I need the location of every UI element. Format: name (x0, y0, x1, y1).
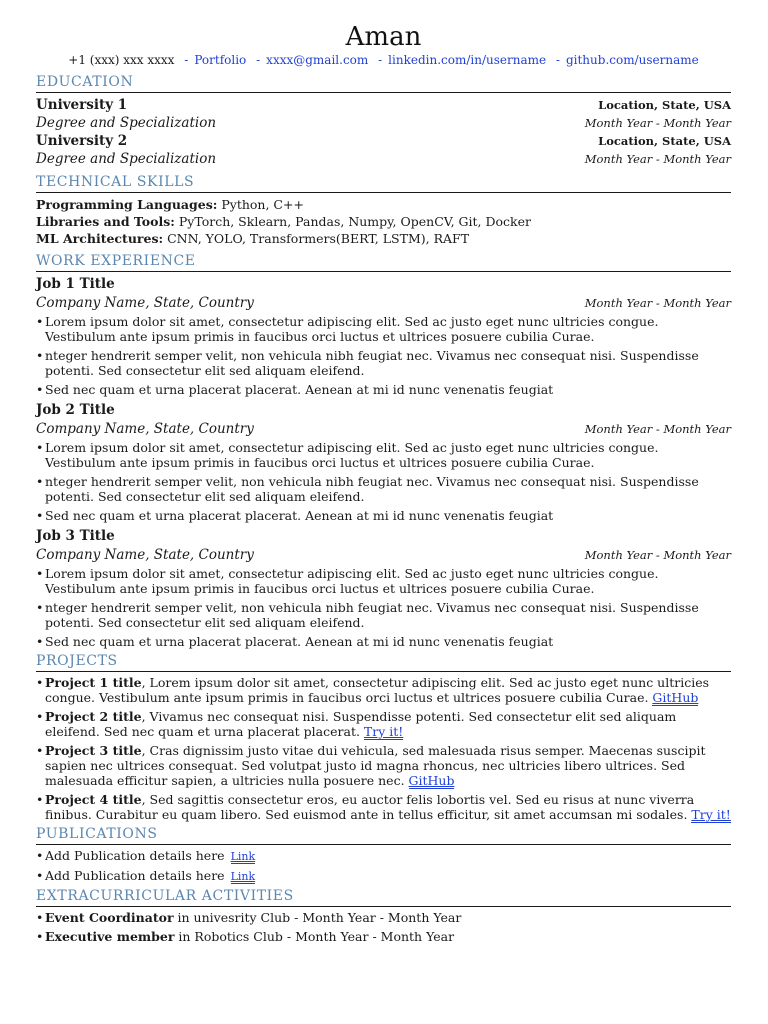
project-link[interactable]: GitHub (408, 773, 455, 788)
job-title: Job 1 Title (36, 276, 115, 292)
skill-value: CNN, YOLO, Transformers(BERT, LSTM), RAFT (163, 231, 470, 246)
section-title-work: WORK EXPERIENCE (36, 253, 731, 272)
skill-value: PyTorch, Sklearn, Pandas, Numpy, OpenCV, Git, Docker (174, 214, 532, 229)
institution-name: University 2 (36, 133, 128, 149)
section-title-publications: PUBLICATIONS (36, 826, 731, 845)
contact-separator: - (256, 53, 261, 67)
list-item: • Lorem ipsum dolor sit amet, consectetur adipiscing elit. Sed ac justo eget nunc ultricies congue. Vestibulum ante ipsum primis in faucibus orci luctus et ultrices posuere cubilia Curae. (36, 566, 731, 596)
job-dates: Month Year - Month Year (584, 296, 731, 310)
activity-text: in univesrity Club - Month Year - Month Year (173, 910, 462, 925)
list-item (36, 675, 731, 705)
job-entry (36, 527, 731, 649)
project-link[interactable]: Try it! (691, 807, 731, 822)
publication-link[interactable]: Link (230, 850, 256, 863)
job-bullets (36, 314, 731, 397)
list-item (36, 910, 731, 925)
institution-location: Location, State, USA (598, 134, 731, 148)
list-item (36, 709, 731, 739)
company-name: Company Name, State, Country (36, 295, 254, 311)
candidate-name: Aman (345, 22, 422, 52)
institution-name: University 1 (36, 97, 128, 113)
section-title-education: EDUCATION (36, 74, 731, 93)
linkedin-link[interactable]: linkedin.com/in/username (388, 53, 547, 67)
job-title: Job 3 Title (36, 528, 115, 544)
list-item: • nteger hendrerit semper velit, non vehicula nibh feugiat nec. Vivamus nec consequat nisi. Suspendisse potenti. Sed consectetur elit sed aliquam eleifend. (36, 348, 731, 378)
list-item (36, 868, 731, 884)
list-item: • Sed nec quam et urna placerat placerat. Aenean at mi id nunc venenatis feugiat (36, 508, 731, 523)
skill-value: Python, C++ (217, 197, 304, 212)
list-item: • Lorem ipsum dolor sit amet, consectetur adipiscing elit. Sed ac justo eget nunc ultricies congue. Vestibulum ante ipsum primis in faucibus orci luctus et ultrices posuere cubilia Curae. (36, 314, 731, 344)
job-dates: Month Year - Month Year (584, 422, 731, 436)
contact-separator: - (555, 53, 560, 67)
email-link[interactable]: xxxx@gmail.com (266, 53, 369, 67)
project-title: Project 3 title (45, 743, 142, 758)
skill-line (36, 196, 731, 213)
extracurricular-list (36, 910, 731, 944)
project-description: , Lorem ipsum dolor sit amet, consectetur adipiscing elit. Sed ac justo eget nunc ultricies congue. Vestibulum ante ipsum primis in faucibus orci luctus et ultrices posuere cubilia Curae. (45, 675, 710, 705)
contact-separator: - (184, 53, 189, 67)
project-link[interactable]: Try it! (363, 724, 404, 739)
section-title-extracurricular: EXTRACURRICULAR ACTIVITIES (36, 888, 731, 907)
project-description: , Sed sagittis consectetur eros, eu auctor felis lobortis vel. Sed eu risus at nunc viverra finibus. Curabitur eu quam libero. Sed euismod ante in tellus efficitur, sit amet accumsan mi sodales. (45, 792, 695, 822)
list-item (36, 792, 731, 822)
job-entry (36, 401, 731, 523)
list-item (36, 929, 731, 944)
company-name: Company Name, State, Country (36, 547, 254, 563)
skills-list (36, 196, 731, 247)
list-item: • Sed nec quam et urna placerat placerat. Aenean at mi id nunc venenatis feugiat (36, 634, 731, 649)
skill-line (36, 213, 731, 230)
project-description: , Cras dignissim justo vitae dui vehicula, sed malesuada risus semper. Maecenas suscipit sapien nec ultrices consequat. Sed volutpat justo id magna rhoncus, nec ultricies libero ultrices. Sed malesuada efficitur sapien, a ultricies nulla posuere nec. (45, 743, 706, 788)
project-link[interactable]: GitHub (652, 690, 699, 705)
project-description: , Vivamus nec consequat nisi. Suspendisse potenti. Sed consectetur elit sed aliquam eleifend. Sed nec quam et urna placerat placerat. (45, 709, 677, 739)
education-entry (36, 96, 731, 132)
degree: Degree and Specialization (36, 115, 217, 131)
list-item (36, 848, 731, 864)
education-entry (36, 132, 731, 168)
job-bullets (36, 566, 731, 649)
contact-line (36, 52, 731, 68)
skill-label: Programming Languages: (36, 197, 218, 212)
activity-role: Event Coordinator (45, 910, 174, 925)
contact-separator: - (378, 53, 383, 67)
education-dates: Month Year - Month Year (584, 152, 731, 166)
section-title-projects: PROJECTS (36, 653, 731, 672)
degree: Degree and Specialization (36, 151, 217, 167)
project-title: Project 4 title (45, 792, 142, 807)
job-entry (36, 275, 731, 397)
skill-line (36, 230, 731, 247)
education-dates: Month Year - Month Year (584, 116, 731, 130)
list-item: • Lorem ipsum dolor sit amet, consectetur adipiscing elit. Sed ac justo eget nunc ultricies congue. Vestibulum ante ipsum primis in faucibus orci luctus et ultrices posuere cubilia Curae. (36, 440, 731, 470)
github-link[interactable]: github.com/username (565, 53, 699, 67)
job-title: Job 2 Title (36, 402, 115, 418)
publications-list (36, 848, 731, 884)
section-title-skills: TECHNICAL SKILLS (36, 174, 731, 193)
resume-page (36, 22, 731, 948)
skill-label: ML Architectures: (36, 231, 164, 246)
publication-text: Add Publication details here (45, 848, 225, 863)
list-item: • Sed nec quam et urna placerat placerat. Aenean at mi id nunc venenatis feugiat (36, 382, 731, 397)
job-bullets (36, 440, 731, 523)
institution-location: Location, State, USA (598, 98, 731, 112)
list-item (36, 743, 731, 788)
publication-link[interactable]: Link (230, 870, 256, 883)
projects-list (36, 675, 731, 822)
list-item: • nteger hendrerit semper velit, non vehicula nibh feugiat nec. Vivamus nec consequat nisi. Suspendisse potenti. Sed consectetur elit sed aliquam eleifend. (36, 600, 731, 630)
project-title: Project 1 title (45, 675, 142, 690)
phone-number: +1 (xxx) xxx xxxx (68, 53, 175, 67)
publication-text: Add Publication details here (45, 868, 225, 883)
project-title: Project 2 title (45, 709, 142, 724)
activity-role: Executive member (45, 929, 175, 944)
activity-text: in Robotics Club - Month Year - Month Year (174, 929, 455, 944)
company-name: Company Name, State, Country (36, 421, 254, 437)
list-item: • nteger hendrerit semper velit, non vehicula nibh feugiat nec. Vivamus nec consequat nisi. Suspendisse potenti. Sed consectetur elit sed aliquam eleifend. (36, 474, 731, 504)
skill-label: Libraries and Tools: (36, 214, 175, 229)
job-dates: Month Year - Month Year (584, 548, 731, 562)
portfolio-link[interactable]: Portfolio (194, 53, 247, 67)
